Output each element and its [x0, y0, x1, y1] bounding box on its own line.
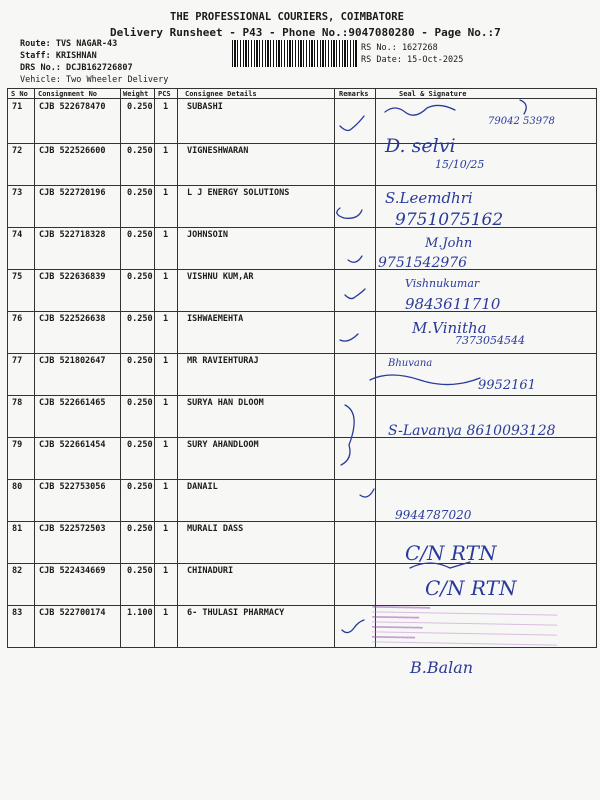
row-consignment: CJB 522753056	[39, 482, 106, 492]
hw-r78-79-note: S-Lavanya 8610093128	[388, 423, 556, 439]
row-weight: 0.250	[127, 230, 153, 240]
row-weight: 1.100	[127, 608, 153, 618]
row-consignment: CJB 521802647	[39, 356, 106, 366]
company-title: THE PROFESSIONAL COURIERS, COIMBATORE	[170, 11, 404, 23]
row-consignment: CJB 522720196	[39, 188, 106, 198]
row-consignee: MR RAVIEHTURAJ	[187, 356, 259, 366]
row-pcs: 1	[163, 440, 169, 450]
row-weight: 0.250	[127, 188, 153, 198]
row-consignee: MURALI DASS	[187, 524, 244, 534]
runsheet-line: Delivery Runsheet - P43 - Phone No.:9047080280 - Page No.:7	[110, 26, 501, 39]
row-weight: 0.250	[127, 482, 153, 492]
row-consignee: SUBASHI	[187, 102, 223, 112]
row-consignment: CJB 522526638	[39, 314, 106, 324]
col-consignee: Consignee Details	[185, 90, 257, 98]
row-pcs: 1	[163, 566, 169, 576]
row-pcs: 1	[163, 102, 169, 112]
row-sno: 77	[12, 356, 23, 366]
hw-r83-signature: B.Balan	[410, 658, 474, 677]
col-consignment: Consignment No	[38, 90, 98, 98]
row-consignment: CJB 522526600	[39, 146, 106, 156]
row-consignee: CHINADURI	[187, 566, 234, 576]
row-sno: 74	[12, 230, 23, 240]
rs-number: RS No.: 1627268	[361, 43, 438, 53]
row-sno: 78	[12, 398, 23, 408]
row-consignment: CJB 522661454	[39, 440, 106, 450]
row-consignee: JOHNSOIN	[187, 230, 228, 240]
hw-r72-name: D. selvi	[385, 135, 456, 157]
row-consignment: CJB 522718328	[39, 230, 106, 240]
col-seal-signature: Seal & Signature	[399, 90, 467, 98]
row-sno: 79	[12, 440, 23, 450]
row-pcs: 1	[163, 146, 169, 156]
row-weight: 0.250	[127, 566, 153, 576]
row-pcs: 1	[163, 524, 169, 534]
row-consignment: CJB 522661465	[39, 398, 106, 408]
hw-r73-phone: 9751075162	[395, 210, 504, 230]
row-consignee: SURY AHANDLOOM	[187, 440, 259, 450]
row-pcs: 1	[163, 398, 169, 408]
hw-r76-name: M.Vinitha	[412, 319, 487, 337]
row-weight: 0.250	[127, 440, 153, 450]
row-sno: 82	[12, 566, 23, 576]
drs-number: DRS No.: DCJB162726807	[20, 63, 133, 73]
row-consignee: ISHWAEMEHTA	[187, 314, 244, 324]
hw-r75-phone: 9843611710	[405, 295, 501, 313]
col-weight: Weight	[123, 90, 149, 98]
hw-r74-phone: 9751542976	[378, 255, 468, 271]
row-consignment: CJB 522572503	[39, 524, 106, 534]
hw-r72-date: 15/10/25	[435, 158, 485, 171]
runsheet-table	[7, 88, 597, 648]
row-weight: 0.250	[127, 272, 153, 282]
row-weight: 0.250	[127, 398, 153, 408]
row-pcs: 1	[163, 188, 169, 198]
row-consignee: DANAIL	[187, 482, 218, 492]
row-consignee: VISHNU KUM,AR	[187, 272, 254, 282]
row-pcs: 1	[163, 356, 169, 366]
row-pcs: 1	[163, 314, 169, 324]
row-weight: 0.250	[127, 102, 153, 112]
row-sno: 81	[12, 524, 23, 534]
row-pcs: 1	[163, 230, 169, 240]
row-sno: 71	[12, 102, 23, 112]
staff-label: Staff: KRISHNAN	[20, 51, 97, 61]
hw-r74-name: M.John	[425, 236, 473, 251]
row-consignee: L J ENERGY SOLUTIONS	[187, 188, 290, 198]
row-consignment: CJB 522678470	[39, 102, 106, 112]
row-consignee: VIGNESHWARAN	[187, 146, 249, 156]
hw-r82-rtn: C/N RTN	[425, 576, 517, 600]
row-sno: 72	[12, 146, 23, 156]
row-consignment: CJB 522434669	[39, 566, 106, 576]
hw-r71-phone: 79042 53978	[488, 116, 555, 127]
hw-r81-rtn: C/N RTN	[405, 541, 497, 565]
hw-r77-name: Bhuvana	[388, 358, 433, 369]
hw-r73-name: S.Leemdhri	[385, 189, 473, 207]
vehicle-label: Vehicle: Two Wheeler Delivery	[20, 75, 169, 85]
hw-r80-phone: 9944787020	[395, 508, 472, 522]
row-consignee: SURYA HAN DLOOM	[187, 398, 264, 408]
row-sno: 83	[12, 608, 23, 618]
pharmacy-stamp: ▬▬▬▬▬▬▬▬▬▬▬▬▬▬▬▬ ▬▬▬▬▬▬▬▬▬▬▬▬▬ ▬▬▬▬▬▬▬▬▬▬▬▬▬▬ ▬▬▬▬▬▬▬▬▬▬▬▬	[372, 602, 558, 655]
row-consignee: 6- THULASI PHARMACY	[187, 608, 285, 618]
row-weight: 0.250	[127, 146, 153, 156]
row-sno: 73	[12, 188, 23, 198]
row-consignment: CJB 522636839	[39, 272, 106, 282]
row-weight: 0.250	[127, 356, 153, 366]
row-consignment: CJB 522700174	[39, 608, 106, 618]
row-sno: 76	[12, 314, 23, 324]
barcode-image	[232, 40, 357, 67]
col-sno: S No	[11, 90, 28, 98]
row-pcs: 1	[163, 482, 169, 492]
row-pcs: 1	[163, 272, 169, 282]
hw-r75-name: Vishnukumar	[405, 277, 480, 290]
row-pcs: 1	[163, 608, 169, 618]
row-sno: 75	[12, 272, 23, 282]
route-label: Route: TVS NAGAR-43	[20, 39, 118, 49]
row-weight: 0.250	[127, 524, 153, 534]
rs-date: RS Date: 15-Oct-2025	[361, 55, 464, 65]
row-sno: 80	[12, 482, 23, 492]
hw-r77-phone: 9952161	[478, 378, 536, 393]
col-remarks: Remarks	[339, 90, 369, 98]
col-pcs: PCS	[158, 90, 171, 98]
hw-r76-phone: 7373054544	[455, 334, 525, 347]
row-weight: 0.250	[127, 314, 153, 324]
